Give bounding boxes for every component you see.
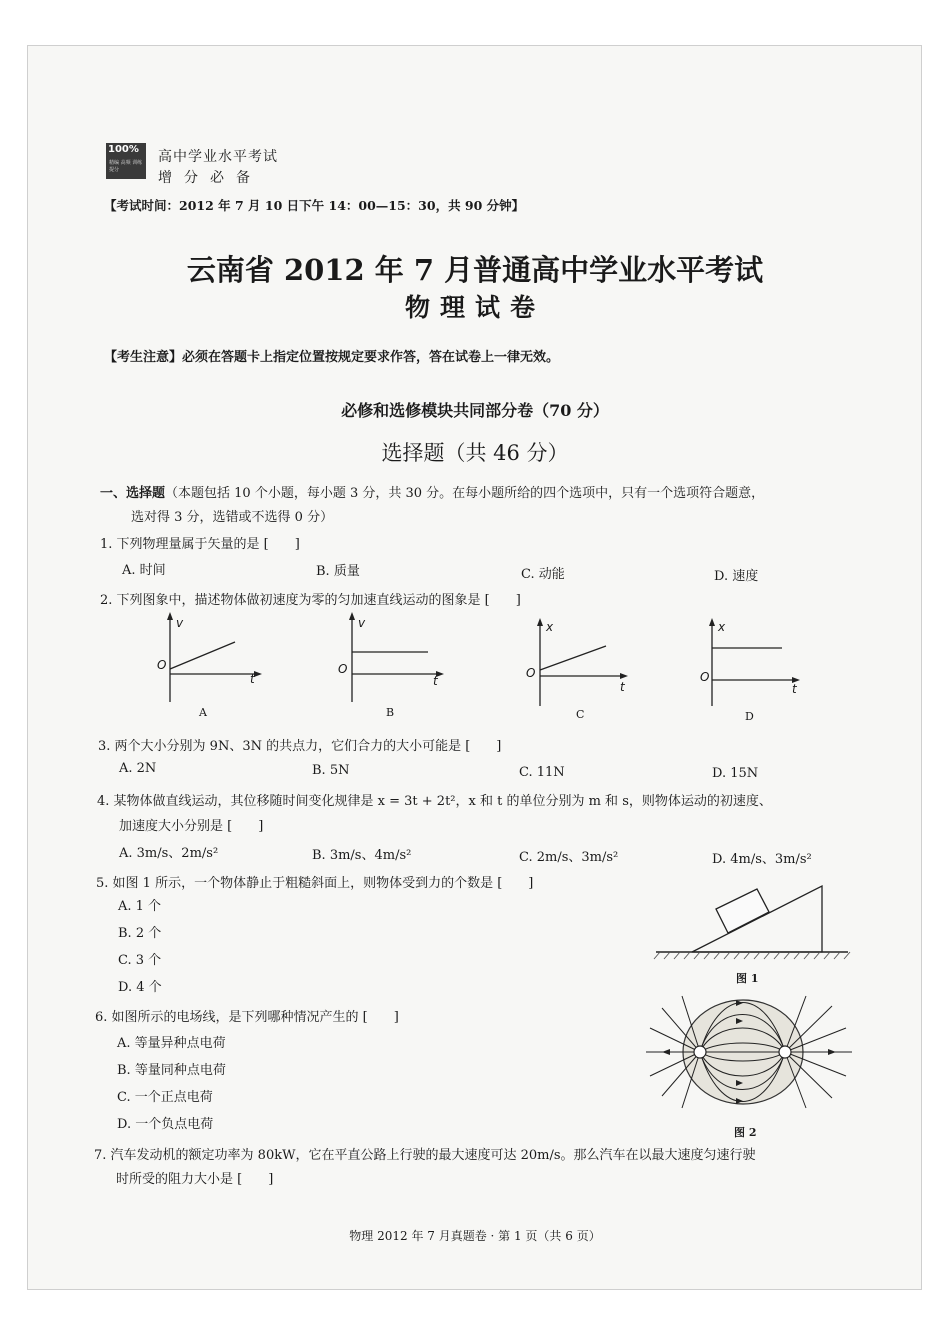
question-1-stem: 1. 下列物理量属于矢量的是 [ ] xyxy=(100,537,300,552)
question-5-stem: 5. 如图 1 所示，一个物体静止于粗糙斜面上，则物体受到力的个数是 [ ] xyxy=(96,876,534,891)
q4-option-a: A. 3m/s、2m/s² xyxy=(119,846,219,861)
instruction-label: 一、选择题 xyxy=(100,486,166,501)
q5-option-b: B. 2 个 xyxy=(118,926,162,941)
q1-option-c: C. 动能 xyxy=(521,567,565,582)
notice-label: 【考生注意】 xyxy=(104,350,183,365)
graph-b-origin: O xyxy=(338,662,348,676)
graph-b-caption: B xyxy=(386,706,395,719)
graph-d-caption: D xyxy=(745,710,754,723)
question-2-stem: 2. 下列图象中，描述物体做初速度为零的匀加速直线运动的图象是 [ ] xyxy=(100,593,521,608)
q3-option-d: D. 15N xyxy=(712,766,759,781)
graph-d-origin: O xyxy=(700,670,710,684)
q5-option-a: A. 1 个 xyxy=(118,899,162,914)
graph-a-caption: A xyxy=(199,706,207,719)
graph-d-x-label: t xyxy=(792,682,797,696)
instruction-line-1 xyxy=(100,482,764,501)
section-title: 选择题（共 46 分） xyxy=(381,441,569,465)
graph-c-caption: C xyxy=(576,708,585,721)
part-title: 必修和选修模块共同部分卷（70 分） xyxy=(341,401,609,420)
logo-percent: 100% xyxy=(108,144,139,155)
question-7-stem-cont: 时所受的阻力大小是 [ ] xyxy=(116,1172,274,1187)
graph-a xyxy=(150,612,265,707)
paper-subtitle: 物理试卷 xyxy=(404,293,545,322)
q6-option-b: B. 等量同种点电荷 xyxy=(117,1063,226,1078)
graph-d xyxy=(692,618,807,713)
graph-c-origin: O xyxy=(526,666,536,680)
graph-d-y-label: x xyxy=(718,620,726,634)
figure-2-caption: 图 2 xyxy=(734,1126,757,1139)
q1-option-b: B. 质量 xyxy=(316,564,360,579)
question-6-stem: 6. 如图所示的电场线，是下列哪种情况产生的 [ ] xyxy=(95,1010,399,1025)
q4-option-c: C. 2m/s、3m/s² xyxy=(519,850,619,865)
graph-b-x-label: t xyxy=(433,674,438,688)
graph-a-origin: O xyxy=(157,658,167,672)
question-7-stem: 7. 汽车发动机的额定功率为 80kW，它在平直公路上行驶的最大速度可达 20m/s。那么汽车在以最大速度匀速行驶 xyxy=(94,1148,756,1163)
question-3-stem: 3. 两个大小分别为 9N、3N 的共点力，它们合力的大小可能是 [ ] xyxy=(98,739,502,754)
series-title: 高中学业水平考试 xyxy=(158,149,278,165)
q1-option-d: D. 速度 xyxy=(714,569,759,584)
candidate-notice xyxy=(104,346,559,365)
notice-text: 必须在答题卡上指定位置按规定要求作答，答在试卷上一律无效。 xyxy=(182,350,560,365)
instruction-line-2: 选对得 3 分，选错或不选得 0 分） xyxy=(131,510,334,525)
q3-option-a: A. 2N xyxy=(119,761,157,776)
q5-option-d: D. 4 个 xyxy=(118,980,162,995)
exam-time: 【考试时间：2012 年 7 月 10 日下午 14：00—15：30，共 90 分钟】 xyxy=(104,198,525,213)
graph-c xyxy=(520,618,635,713)
graph-b xyxy=(332,612,447,707)
logo-sub: 精编 高频 训练 提分 xyxy=(109,160,143,173)
q3-option-b: B. 5N xyxy=(312,763,350,778)
graph-a-y-label: v xyxy=(176,616,184,630)
q4-option-d: D. 4m/s、3m/s² xyxy=(712,852,812,867)
graph-a-x-label: t xyxy=(250,672,255,686)
graph-c-x-label: t xyxy=(620,680,625,694)
figure-1-incline xyxy=(652,872,852,962)
question-4-stem-cont: 加速度大小分别是 [ ] xyxy=(119,819,264,834)
q6-option-a: A. 等量异种点电荷 xyxy=(117,1036,226,1051)
series-subtitle: 增分必备 xyxy=(158,170,262,186)
q3-option-c: C. 11N xyxy=(519,765,565,780)
paper-title: 云南省 2012 年 7 月普通高中学业水平考试 xyxy=(186,253,764,287)
q6-option-d: D. 一个负点电荷 xyxy=(117,1117,214,1132)
logo-badge xyxy=(106,143,146,179)
graph-c-y-label: x xyxy=(546,620,554,634)
q1-option-a: A. 时间 xyxy=(122,563,166,578)
page-footer: 物理 2012 年 7 月真题卷 · 第 1 页（共 6 页） xyxy=(349,1229,601,1243)
graph-b-y-label: v xyxy=(358,616,366,630)
figure-2-field-lines xyxy=(640,992,860,1120)
q4-option-b: B. 3m/s、4m/s² xyxy=(312,848,412,863)
question-4-stem: 4. 某物体做直线运动，其位移随时间变化规律是 x = 3t + 2t²，x 和 t 的单位分别为 m 和 s，则物体运动的初速度、 xyxy=(97,794,772,809)
q6-option-c: C. 一个正点电荷 xyxy=(117,1090,213,1105)
instruction-text: （本题包括 10 个小题，每小题 3 分，共 30 分。在每小题所给的四个选项中，只有一个选项符合题意， xyxy=(165,486,765,501)
figure-1-caption: 图 1 xyxy=(736,972,759,985)
q5-option-c: C. 3 个 xyxy=(118,953,162,968)
